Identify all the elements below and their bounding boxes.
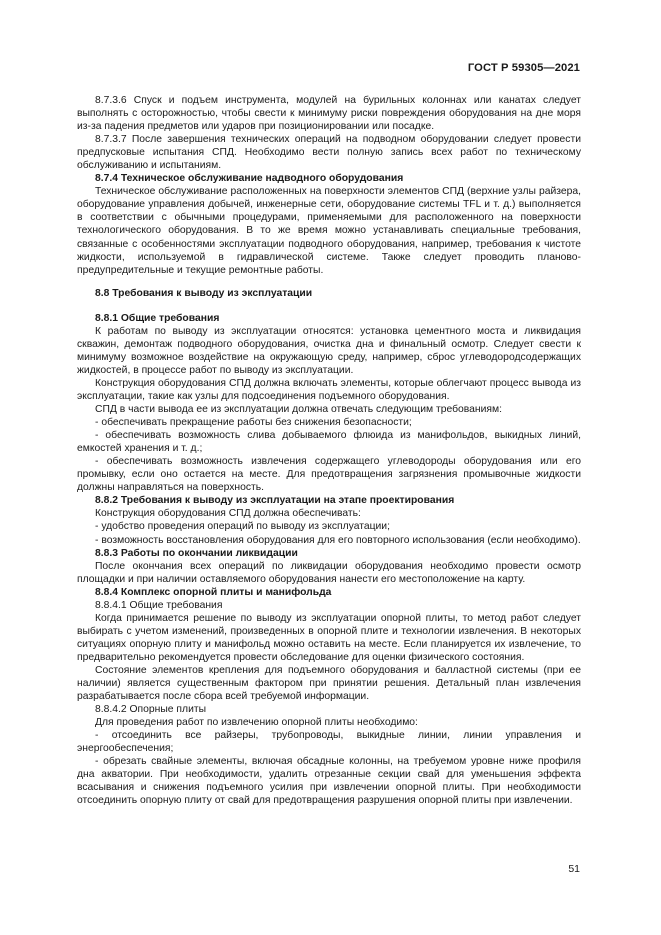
list-item: - обеспечивать возможность извлечения содержащего углеводороды оборудования или его промывку, если оно остается на месте. Для предотвращения загрязнения промывочные жидкости должны направляться на поверхность. xyxy=(77,456,581,494)
page-header: ГОСТ Р 59305—2021 xyxy=(467,62,580,74)
section-heading: 8.8 Требования к выводу из эксплуатации xyxy=(95,287,313,299)
list-item: - обеспечивать прекращение работы без снижения безопасности; xyxy=(95,417,412,429)
list-item: - возможность восстановления оборудования для его повторного использования (если необходимо). xyxy=(95,534,581,546)
page-number: 51 xyxy=(568,863,580,875)
paragraph: К работам по выводу из эксплуатации относятся: установка цементного моста и ликвидация скважин, демонтаж подводного оборудования, очистка дна и финальный осмотр. Следует свести к минимуму возможное воздействие на окружающую среду, например, сброс углеводородсодержащих жидкостей, в процессе работ по выводу из эксплуатации. xyxy=(77,325,581,376)
paragraph: Когда принимается решение по выводу из эксплуатации опорной плиты, то метод работ следует выбирать с учетом изменений, произведенных в опорной плите и технологии извлечения. В некоторых ситуациях опорную плиту и манифольд можно оставить на месте. Если планируется их извлечение, то предварительно рекомендуется провести обследование для оценки физического состояния. xyxy=(77,612,581,663)
list-item: - удобство проведения операций по выводу из эксплуатации; xyxy=(95,521,390,533)
paragraph: Техническое обслуживание расположенных на поверхности элементов СПД (верхние узлы райзера, оборудование управления добычей, инженерные сети, оборудование системы TFL и т. д.) выполняется в соответствии с обычными процедурами, применяемыми для расположенного на поверхности технологического оборудования. В то же время можно устанавливать специальные требования, связанные с особенностями эксплуатации подводного оборудования, например, требования к чистоте жидкости, используемой в гидравлической системе. Также следует проводить планово-предупредительные и текущие ремонтные работы. xyxy=(77,186,581,276)
subsection-heading: 8.8.4.1 Общие требования xyxy=(95,599,223,611)
paragraph: Конструкция оборудования СПД должна обеспечивать: xyxy=(95,508,361,520)
list-item: - отсоединить все райзеры, трубопроводы, выкидные линии, линии управления и энергообеспечения; xyxy=(77,730,581,755)
subsection-heading: 8.8.4.2 Опорные плиты xyxy=(95,704,207,716)
list-item: - обеспечивать возможность слива добываемого флюида из манифольдов, выкидных линий, емкостей хранения и т. д.; xyxy=(77,430,581,455)
paragraph: Конструкция оборудования СПД должна включать элементы, которые облегчают процесс вывода из эксплуатации, такие как узлы для подсоединения подъемного оборудования. xyxy=(77,377,581,402)
section-heading: 8.8.1 Общие требования xyxy=(95,312,220,324)
document-body xyxy=(77,94,581,807)
section-heading: 8.8.4 Комплекс опорной плиты и манифольда xyxy=(95,586,332,598)
paragraph: После окончания всех операций по ликвидации оборудования необходимо провести осмотр площадки и при наличии оставляемого оборудования нанести его местоположение на карту. xyxy=(77,560,581,585)
paragraph: 8.7.3.6 Спуск и подъем инструмента, модулей на бурильных колоннах или канатах следует выполнять с осторожностью, чтобы свести к минимуму риски повреждения оборудования на дне моря из-за падения предметов или ударов при позиционировании или посадке. xyxy=(77,95,581,133)
paragraph: Состояние элементов крепления для подъемного оборудования и балластной системы (при ее наличии) является существенным фактором при принятии решения. Детальный план извлечения разрабатывается после сбора всей требуемой информации. xyxy=(77,664,581,703)
list-item: - обрезать свайные элементы, включая обсадные колонны, на требуемом уровне ниже профиля дна акватории. При необходимости, удалить отрезанные секции свай для уменьшения эффекта всасывания и снижения подъемного усилия при извлечении опорной плиты. При необходимости отсоединить опорную плиту от свай для предотвращения разрушения опорной плиты при извлечении. xyxy=(77,756,581,807)
paragraph: СПД в части вывода ее из эксплуатации должна отвечать следующим требованиям: xyxy=(95,404,502,416)
section-heading: 8.8.3 Работы по окончании ликвидации xyxy=(95,547,298,559)
section-heading: 8.7.4 Техническое обслуживание надводного оборудования xyxy=(95,173,404,185)
paragraph: 8.7.3.7 После завершения технических операций на подводном оборудовании следует провести предпусковые испытания СПД. Необходимо вести полную запись всех работ по техническому обслуживанию и испытаниям. xyxy=(77,134,581,172)
section-heading: 8.8.2 Требования к выводу из эксплуатации на этапе проектирования xyxy=(95,495,455,507)
paragraph: Для проведения работ по извлечению опорной плиты необходимо: xyxy=(95,717,418,729)
